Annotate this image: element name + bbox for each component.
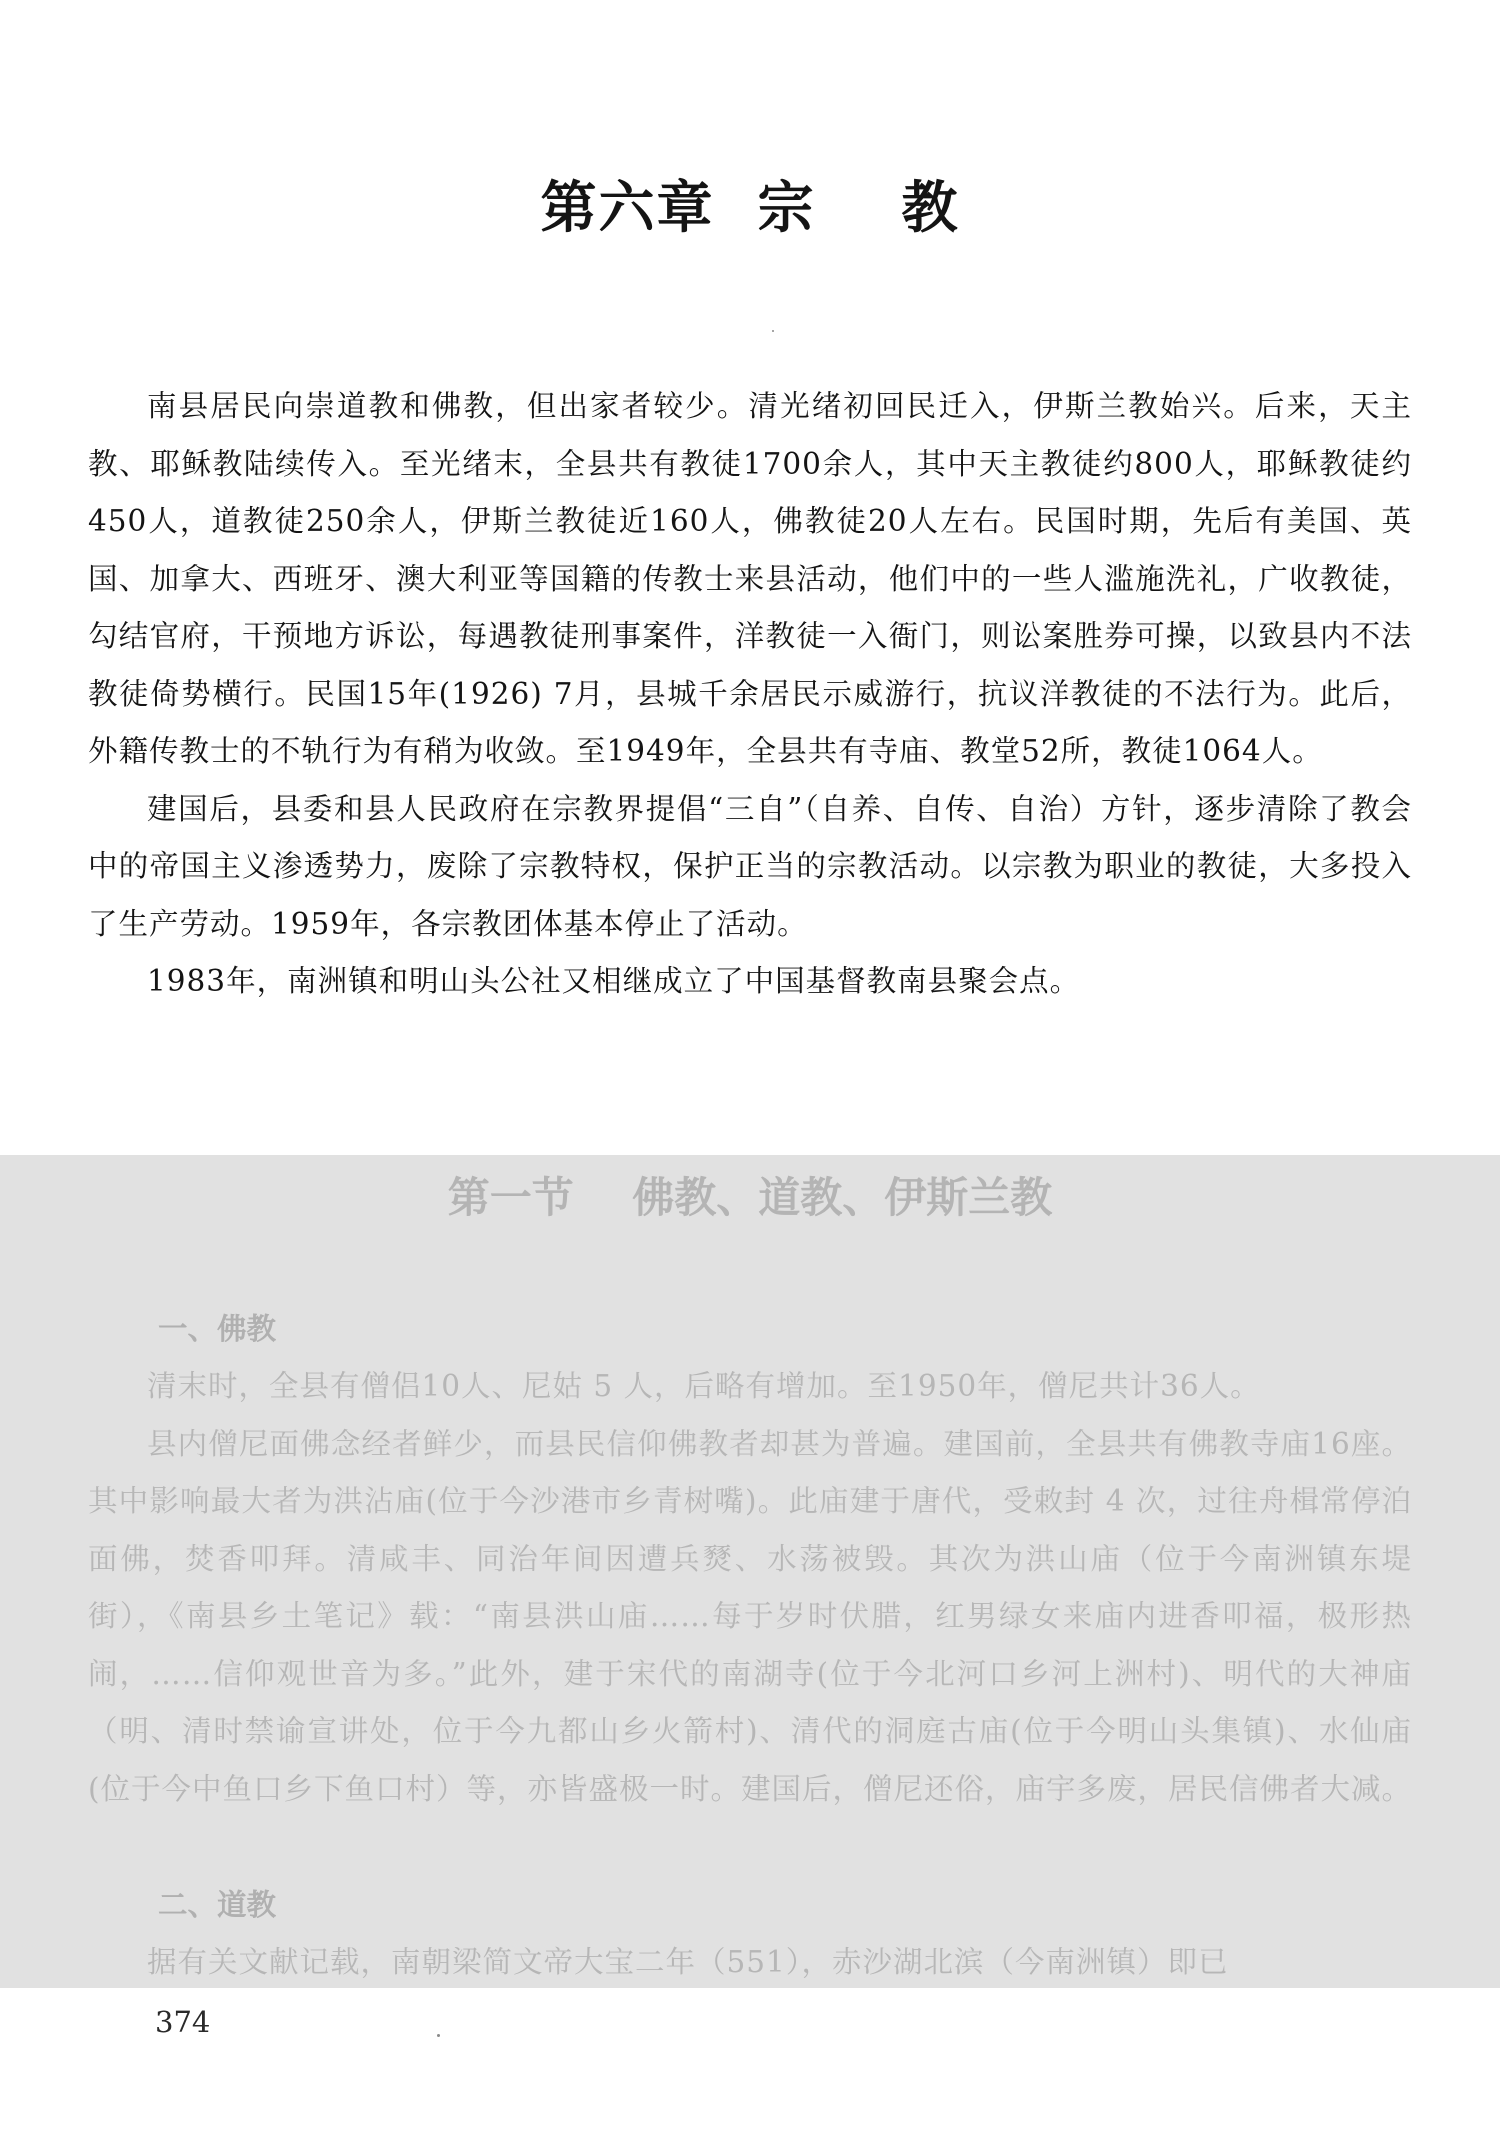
intro-paragraph-2: 建国后，县委和县人民政府在宗教界提倡“三自”（自养、自传、自治）方针，逐步清除了教会中的帝国主义渗透势力，废除了宗教特权，保护正当的宗教活动。以宗教为职业的教徒，大多投入了生产劳动。1959年，各宗教团体基本停止了活动。 — [88, 791, 1412, 941]
scan-speck — [437, 2034, 440, 2037]
intro-paragraph-3: 1983年，南洲镇和明山头公社又相继成立了中国基督教南县聚会点。 — [147, 964, 1081, 998]
scan-speck — [772, 330, 774, 332]
buddhism-text — [88, 1358, 1412, 1818]
buddhism-paragraph-1: 清末时，全县有僧侣10人、尼姑 5 人，后略有增加。至1950年，僧尼共计36人。 — [147, 1369, 1261, 1403]
taoism-paragraph-1: 据有关文献记载，南朝梁简文帝大宝二年（551），赤沙湖北滨（今南洲镇）即已 — [147, 1945, 1229, 1979]
sub-heading-buddhism: 一、佛教 — [158, 1311, 277, 1346]
section-title: 第一节 佛教、道教、伊斯兰教 — [447, 1173, 1053, 1222]
intro-paragraph-1: 南县居民向崇道教和佛教，但出家者较少。清光绪初回民迁入，伊斯兰教始兴。后来，天主教、耶稣教陆续传入。至光绪末，全县共有教徒1700余人，其中天主教徒约800人，耶稣教徒约450人，道教徒250余人，伊斯兰教徒近160人，佛教徒20人左右。民国时期，先后有美国、英国、加拿大、西班牙、澳大利亚等国籍的传教士来县活动，他们中的一些人滥施洗礼，广收教徒，勾结官府，干预地方诉讼，每遇教徒刑事案件，洋教徒一入衙门，则讼案胜券可操，以致县内不法教徒倚势横行。民国15年(1926) 7月，县城千余居民示威游行，抗议洋教徒的不法行为。此后，外籍传教士的不轨行为有稍为收敛。至1949年，全县共有寺庙、教堂52所，教徒1064人。 — [88, 389, 1412, 768]
chapter-title: 第六章 宗 教 — [540, 175, 960, 241]
chapter-intro — [88, 378, 1412, 1011]
sub-heading-taoism: 二、道教 — [158, 1887, 277, 1922]
page-number: 374 — [155, 2005, 211, 2039]
buddhism-paragraph-2: 县内僧尼面佛念经者鲜少，而县民信仰佛教者却甚为普遍。建国前，全县共有佛教寺庙16座。其中影响最大者为洪沾庙(位于今沙港市乡青树嘴)。此庙建于唐代，受敕封 4 次，过往舟楫常停泊面佛，焚香叩拜。清咸丰、同治年间因遭兵燹、水荡被毁。其次为洪山庙（位于今南洲镇东堤街），《南县乡土笔记》载：“南县洪山庙……每于岁时伏腊，红男绿女来庙内进香叩福，极形热闹，……信仰观世音为多。”此外，建于宋代的南湖寺(位于今北河口乡河上洲村)、明代的大神庙（明、清时禁谕宣讲处，位于今九都山乡火箭村)、清代的洞庭古庙(位于今明山头集镇)、水仙庙(位于今中鱼口乡下鱼口村）等，亦皆盛极一时。建国后，僧尼还俗，庙宇多废，居民信佛者大减。 — [88, 1426, 1413, 1806]
taoism-text — [88, 1934, 1412, 1988]
